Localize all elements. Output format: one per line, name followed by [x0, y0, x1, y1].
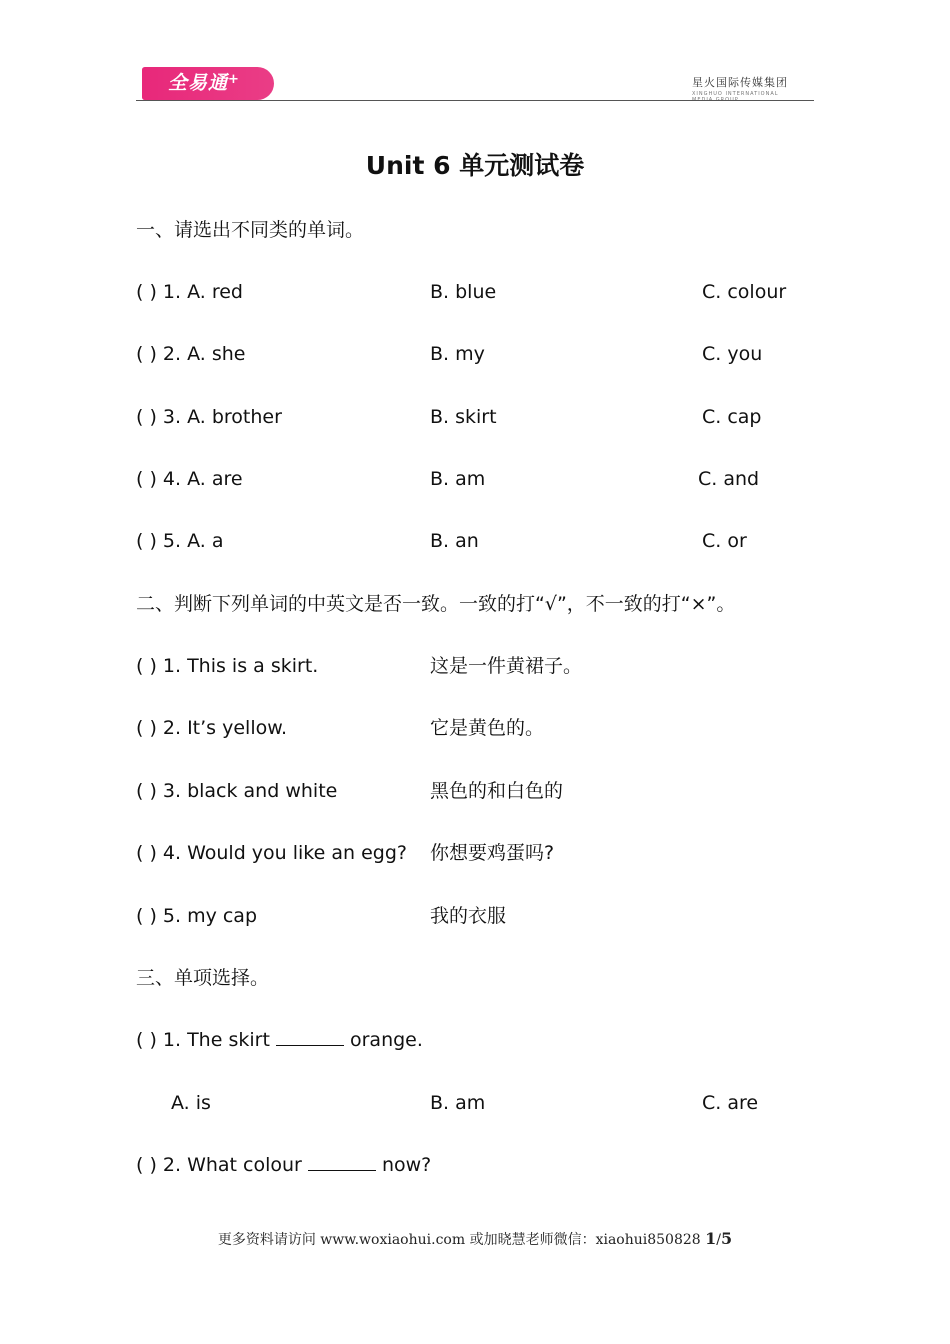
- s1-q2-stem: ( ) 2. A. she: [136, 343, 246, 365]
- page-footer: [0, 1229, 950, 1249]
- s3-q2-blank: [308, 1152, 376, 1171]
- footer-text: 更多资料请访问 www.woxiaohui.com 或加晓慧老师微信：xiaohui850828: [217, 1232, 701, 1248]
- s1-q2-option-c: C. you: [702, 343, 763, 365]
- s2-q2-english: ( ) 2. It’s yellow.: [136, 717, 288, 739]
- s1-q5-option-c: C. or: [702, 530, 747, 552]
- s3-q2-suffix: now?: [381, 1154, 432, 1176]
- s3-q1-option-a: A. is: [171, 1092, 211, 1114]
- s1-q1-stem: ( ) 1. A. red: [136, 281, 243, 303]
- s2-q3-english: ( ) 3. black and white: [136, 780, 338, 802]
- s1-q4-stem: ( ) 4. A. are: [136, 468, 243, 490]
- s3-q1-blank: [276, 1027, 344, 1046]
- s2-q2-chinese: 它是黄色的。: [430, 717, 545, 739]
- s1-q2-option-b: B. my: [430, 343, 485, 365]
- s2-q4-english: ( ) 4. Would you like an egg?: [136, 842, 407, 864]
- section3-heading: 三、单项选择。: [136, 967, 270, 989]
- publisher-name-en: XINGHUO INTERNATIONAL MEDIA GROUP: [692, 91, 779, 103]
- page-title: Unit 6 单元测试卷: [365, 151, 585, 180]
- page-number-current: 1: [705, 1229, 717, 1248]
- s2-q5-chinese: 我的衣服: [430, 905, 507, 927]
- brand-logo-text: 全易通: [168, 72, 229, 94]
- page-number-separator: /: [716, 1232, 721, 1248]
- s2-q4-chinese: 你想要鸡蛋吗?: [430, 842, 555, 864]
- s2-q1-english: ( ) 1. This is a skirt.: [136, 655, 319, 677]
- header-divider: [136, 100, 814, 101]
- s1-q1-option-b: B. blue: [430, 281, 497, 303]
- s1-q1-option-c: C. colour: [702, 281, 787, 303]
- s3-q2-stem: [136, 1152, 431, 1178]
- s3-q1-option-b: B. am: [430, 1092, 486, 1114]
- s3-q1-option-c: C. are: [702, 1092, 759, 1114]
- s2-q5-english: ( ) 5. my cap: [136, 905, 258, 927]
- publisher-logo: [692, 74, 792, 103]
- s3-q2-prefix: ( ) 2. What colour: [136, 1154, 302, 1176]
- s1-q4-option-c: C. and: [698, 468, 760, 490]
- s2-q1-chinese: 这是一件黄裙子。: [430, 655, 583, 677]
- s1-q5-option-b: B. an: [430, 530, 479, 552]
- s1-q3-stem: ( ) 3. A. brother: [136, 406, 282, 428]
- brand-logo-plus: +: [228, 72, 240, 87]
- publisher-name-cn: 星火国际传媒集团: [692, 76, 788, 89]
- s3-q1-stem: [136, 1027, 423, 1053]
- s1-q4-option-b: B. am: [430, 468, 486, 490]
- brand-logo: [142, 67, 274, 100]
- page-number-total: 5: [720, 1229, 733, 1248]
- s1-q3-option-b: B. skirt: [430, 406, 497, 428]
- s1-q3-option-c: C. cap: [702, 406, 762, 428]
- section2-heading: 二、判断下列单词的中英文是否一致。一致的打“√”，不一致的打“×”。: [136, 593, 736, 615]
- s2-q3-chinese: 黑色的和白色的: [430, 780, 564, 802]
- s3-q1-prefix: ( ) 1. The skirt: [136, 1029, 270, 1051]
- s3-q1-suffix: orange.: [349, 1029, 423, 1051]
- section1-heading: 一、请选出不同类的单词。: [136, 219, 365, 241]
- s1-q5-stem: ( ) 5. A. a: [136, 530, 224, 552]
